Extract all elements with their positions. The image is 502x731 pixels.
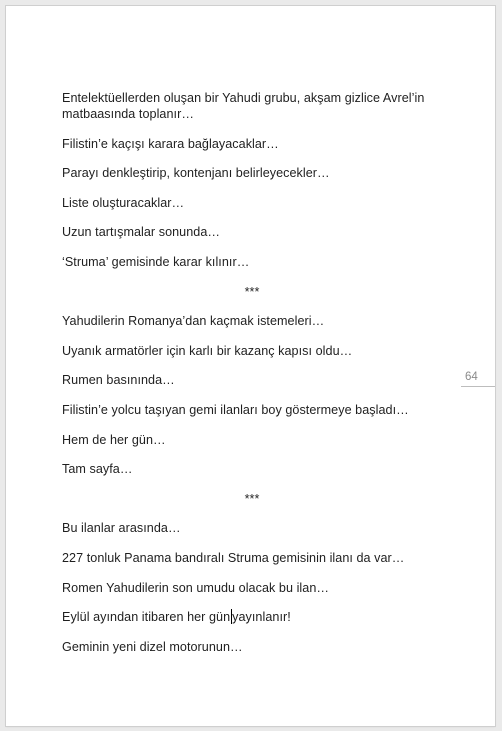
paragraph: Uzun tartışmalar sonunda… (62, 225, 221, 240)
paragraph: Entelektüellerden oluşan bir Yahudi grubu, akşam gizlice Avrel’in matbaasında toplanır… (62, 91, 425, 121)
paragraph: Bu ilanlar arasında… (62, 521, 181, 536)
paragraph: Liste oluşturacaklar… (62, 195, 185, 210)
paragraph: Uyanık armatörler için karlı bir kazanç kapısı oldu… (62, 343, 353, 358)
paragraph: Rumen basınında… (62, 373, 175, 388)
paragraph: Yahudilerin Romanya’dan kaçmak istemeleri… (62, 314, 325, 329)
paragraph: Geminin yeni dizel motorunun… (62, 639, 243, 654)
document-page (6, 6, 495, 726)
paragraph: Romen Yahudilerin son umudu olacak bu ilan… (62, 580, 330, 595)
section-separator: *** (244, 284, 260, 299)
paragraph-with-cursor (62, 609, 442, 625)
paragraph: Hem de her gün… (62, 432, 166, 447)
paragraph: Parayı denkleştirip, kontenjanı belirleyecekler… (62, 166, 330, 181)
paragraph-text-after-cursor: yayınlanır! (232, 610, 291, 625)
page-number: 64 (461, 370, 495, 387)
paragraph: 227 tonluk Panama bandıralı Struma gemisinin ilanı da var… (62, 550, 405, 565)
paragraph: Filistin’e yolcu taşıyan gemi ilanları boy göstermeye başladı… (62, 402, 409, 417)
paragraph-text-before-cursor: Eylül ayından itibaren her gün (62, 610, 231, 625)
paragraph: Filistin’e kaçışı karara bağlayacaklar… (62, 136, 279, 151)
paragraph: Tam sayfa… (62, 462, 133, 477)
section-separator: *** (244, 491, 260, 506)
paragraph: ‘Struma’ gemisinde karar kılınır… (62, 254, 250, 269)
document-body[interactable] (62, 90, 442, 668)
